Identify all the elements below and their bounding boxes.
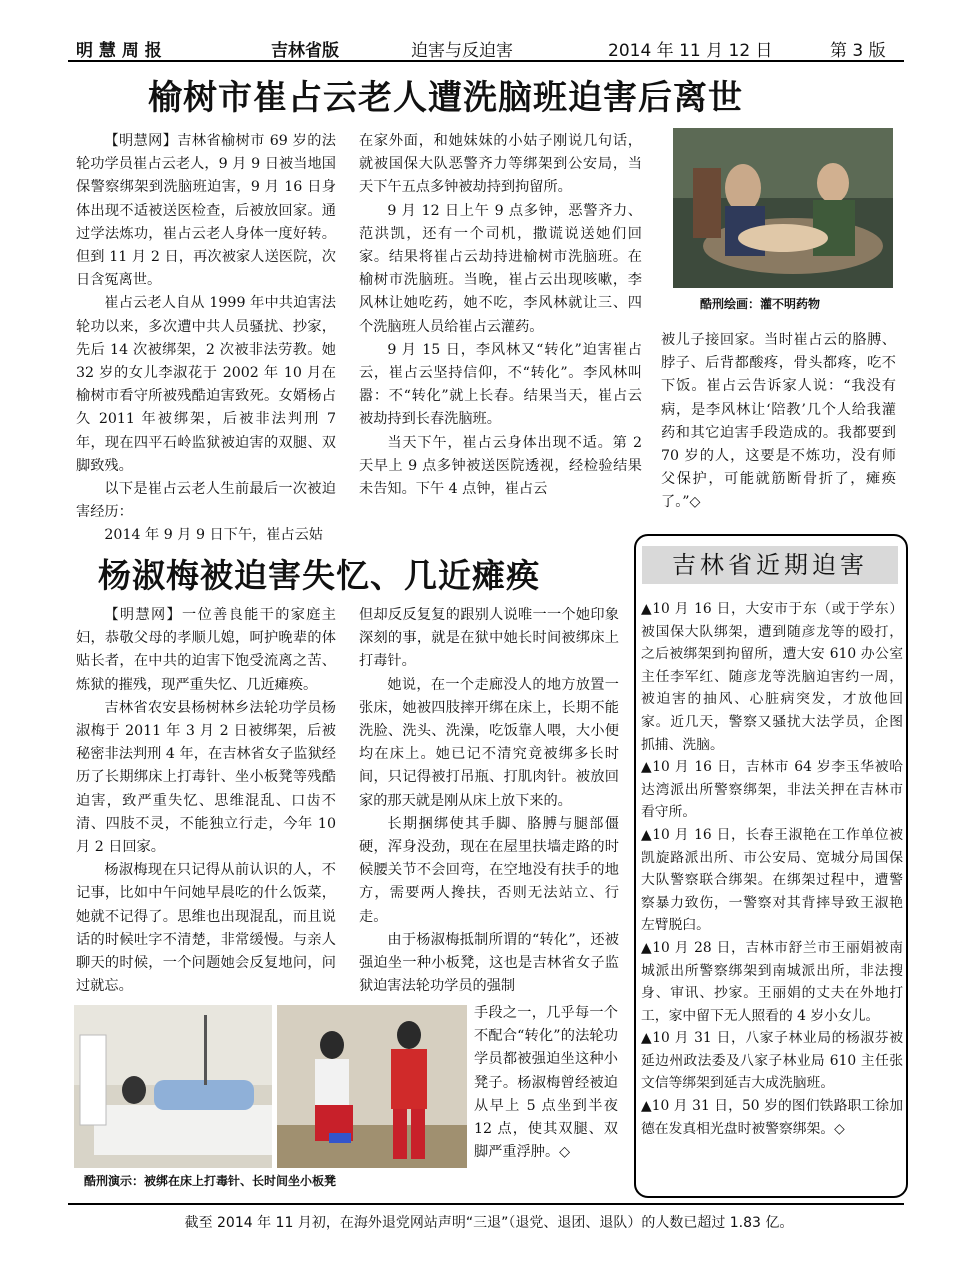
- header-rule: [68, 60, 904, 62]
- page-header: [68, 34, 904, 60]
- paragraph: 崔占云老人自从 1999 年中共迫害法轮功以来，多次遭中共人员骚扰、抄家，先后 14 次被绑架，2 次被非法劳教。她 32 岁的女儿李淑花于 2002 年 10 月在榆树市看守所被残酷迫害致死。女婿杨占久 2011 年被绑架，后被非法判刑 7 年，现在四平石岭监狱被迫害的双腿、双脚致残。: [76, 295, 336, 474]
- article1-col1: [76, 130, 336, 548]
- article2-col1: [76, 604, 336, 998]
- list-item: ▲10 月 16 日，吉林市 64 岁李玉华被哈达湾派出所警察绑架，非法关押在吉林市看守所。: [641, 759, 903, 821]
- list-item: ▲10 月 31 日，50 岁的图们铁路职工徐加德在发真相光盘时被警察绑架。◇: [641, 1098, 903, 1137]
- article1-col2: [359, 130, 642, 501]
- section-label: 迫害与反迫害: [411, 41, 513, 61]
- paragraph: 被儿子接回家。当时崔占云的胳膊、脖子、后背都酸疼，骨头都疼，吃不下饭。崔占云告诉家人说：“我没有病，是李风林让‘陪教’几个人给我灌药和其它迫害手段造成的。我都要到 70 岁的人，这要是不炼功，没有师父保护，可能就筋断骨折了，瘫痪了。”◇: [661, 332, 896, 511]
- paragraph: 【明慧网】吉林省榆树市 69 岁的法轮功学员崔占云老人，9 月 9 日被当地国保警察绑架到洗脑班迫害，9 月 16 日身体出现不适被送医检查，后被放回家。通过学法炼功，崔占云老人身体一度好转。但到 11 月 2 日，再次被家人送医院，次日含冤离世。: [76, 133, 336, 289]
- issue-date: 2014 年 11 月 12 日: [608, 41, 773, 61]
- article2-title: 杨淑梅被迫害失忆、几近瘫痪: [98, 556, 540, 595]
- paragraph: 以下是崔占云老人生前最后一次被迫害经历：: [76, 481, 336, 521]
- small-stool-photo: [277, 1005, 467, 1168]
- article1-photo-caption: 酷刑绘画：灌不明药物: [700, 297, 821, 311]
- edition-label: 吉林省版: [271, 41, 339, 61]
- paragraph: 2014 年 9 月 9 日下午，崔占云姑: [104, 527, 323, 544]
- article2-col2: [359, 604, 619, 998]
- sidebar-list: [641, 598, 903, 1140]
- article2-col2b: [474, 1002, 618, 1164]
- paragraph: 9 月 12 日上午 9 点多钟，恶警齐力、范洪凯，还有一个司机，撒谎说送她们回家。结果将崔占云劫持进榆树市洗脑班。在榆树市洗脑班。当晚，崔占云出现咳嗽，李风林让她吃药，她不吃，李风林就让三、四个洗脑班人员给崔占云灌药。: [359, 202, 642, 335]
- paragraph: 9 月 15 日，李风林又“转化”迫害崔占云，崔占云坚持信仰，不“转化”。李风林叫嚣：不“转化”就上长春。结果当天，崔占云被劫持到长春洗脑班。: [359, 341, 642, 428]
- article1-col3: [661, 329, 896, 515]
- torture-painting-photo: [673, 128, 893, 288]
- paragraph: 【明慧网】一位善良能干的家庭主妇，恭敬父母的孝顺儿媳，呵护晚辈的体贴长者，在中共的迫害下饱受流离之苦、炼狱的摧残，现严重失忆、几近瘫痪。: [76, 607, 336, 693]
- paragraph: 吉林省农安县杨树林乡法轮功学员杨淑梅于 2011 年 3 月 2 日被绑架，后被秘密非法判刑 4 年，在吉林省女子监狱经历了长期绑床上打毒针、坐小板凳等残酷迫害，致严重失忆、思维混乱、口齿不清、四肢不灵，不能独立行走，今年 10 月 2 日回家。: [76, 699, 336, 856]
- paragraph: 长期捆绑使其手脚、胳膊与腿部僵硬，浑身没劲，现在在屋里扶墙走路的时候腰关节不会回弯，在空地没有扶手的地方，需要两人搀扶，否则无法站立、行走。: [359, 815, 619, 925]
- paragraph: 但却反反复复的跟别人说唯一一个她印象深刻的事，就是在狱中她长时间被绑床上打毒针。: [359, 607, 619, 670]
- paragraph: 由于杨淑梅抵制所谓的“转化”，还被强迫坐一种小板凳，这也是吉林省女子监狱迫害法轮功学员的强制: [359, 931, 619, 995]
- newspaper-name: 明 慧 周 报: [76, 41, 162, 61]
- sidebar-title: 吉林省近期迫害: [642, 546, 898, 584]
- page-number: 第 3 版: [830, 41, 886, 61]
- list-item: ▲10 月 28 日，吉林市舒兰市王丽娟被南城派出所警察绑架到南城派出所，非法搜身、审讯、抄家。王丽娟的丈夫在外地打工，家中留下无人照看的 4 岁小女儿。: [641, 939, 903, 1024]
- list-item: ▲10 月 16 日，长春王淑艳在工作单位被凯旋路派出所、市公安局、宽城分局国保大队警察联合绑架。在绑架过程中，遭警察暴力致伤，一警察对其背摔导致王淑艳左臂脱臼。: [641, 826, 903, 934]
- list-item: ▲10 月 31 日，八家子林业局的杨淑芬被延边州政法委及八家子林业局 610 主任张文信等绑架到延吉大成洗脑班。: [641, 1030, 903, 1092]
- article1-title: 榆树市崔占云老人遭洗脑班迫害后离世: [148, 78, 743, 118]
- footer-rule: [68, 1203, 904, 1205]
- paragraph: 当天下午，崔占云身体出现不适。第 2 天早上 9 点多钟被送医院透视，经检验结果未告知。下午 4 点钟，崔占云: [359, 434, 642, 498]
- footer-note: 截至 2014 年 11 月初，在海外退党网站声明“三退”（退党、退团、退队）的人数已超过 1.83 亿。: [184, 1215, 794, 1231]
- paragraph: 杨淑梅现在只记得从前认识的人，不记事，比如中午问她早晨吃的什么饭菜，她就不记得了。思维也出现混乱，而且说话的时候吐字不清楚，非常缓慢。与亲人聊天的时候，一个问题她会反复地问，问过就忘。: [76, 862, 336, 995]
- article2-photo-caption: 酷刑演示：被绑在床上打毒针、长时间坐小板凳: [84, 1174, 337, 1188]
- bed-restraint-photo: [74, 1005, 272, 1168]
- list-item: ▲10 月 16 日，大安市于东（或于学东）被国保大队绑架，遭到随彦龙等的殴打，之后被绑架到拘留所，遭大安 610 办公室主任李军红、随彦龙等洗脑迫害约一周，被迫害的抽风、心脏病突发，才放他回家。近几天，警察又骚扰大法学员，企图抓捕、洗脑。: [641, 601, 903, 753]
- paragraph: 她说，在一个走廊没人的地方放置一张床，她被四肢摔开绑在床上，长期不能洗脸、洗头、洗澡，吃饭靠人喂，大小便均在床上。她已记不清究竟被绑多长时间，只记得被打吊瓶、打肌肉针。被放回家的那天就是刚从床上放下来的。: [359, 676, 619, 809]
- paragraph: 手段之一，几乎每一个不配合“转化”的法轮功学员都被强迫坐这种小凳子。杨淑梅曾经被迫从早上 5 点坐到半夜 12 点，使其双腿、双脚严重浮肿。◇: [474, 1005, 618, 1161]
- paragraph: 在家外面，和她妹妹的小姑子刚说几句话，就被国保大队恶警齐力等绑架到公安局，当天下午五点多钟被劫持到拘留所。: [359, 133, 642, 196]
- recent-persecution-box: [634, 534, 908, 1198]
